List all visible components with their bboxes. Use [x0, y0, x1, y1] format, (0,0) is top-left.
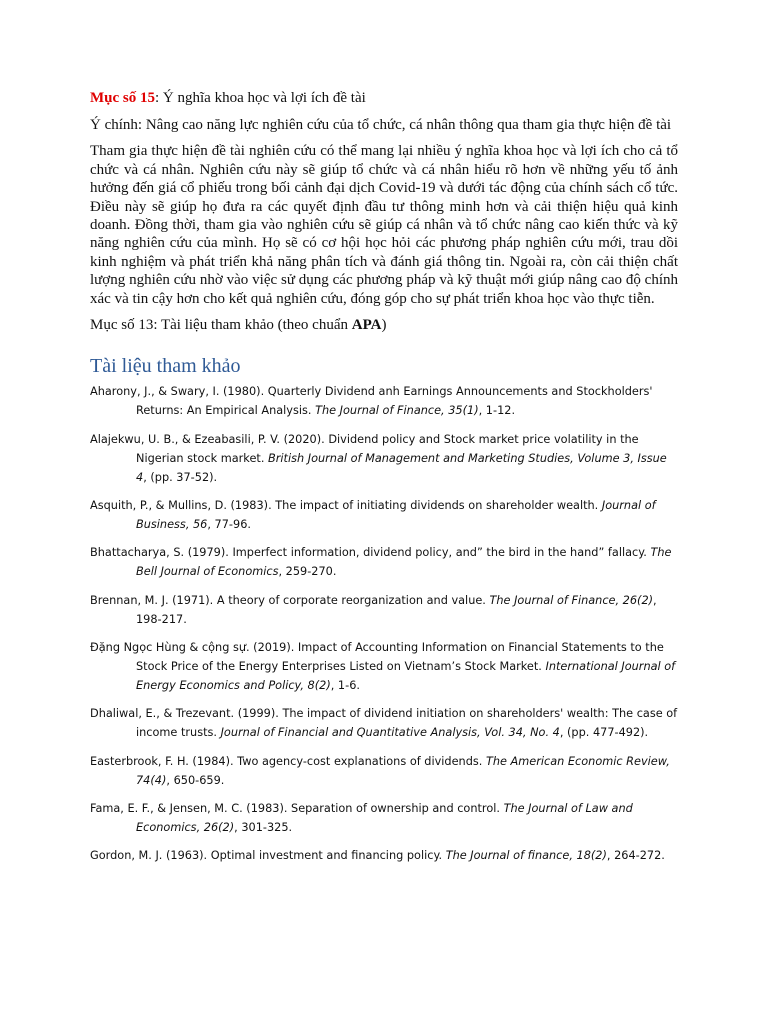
reference-item [90, 430, 678, 487]
reference-text: Gordon, M. J. (1963). Optimal investment and financing policy. [90, 849, 446, 863]
reference-text: Easterbrook, F. H. (1984). Two agency-cost explanations of dividends. [90, 754, 486, 768]
reference-pages: , (pp. 477-492). [559, 726, 649, 740]
reference-item [90, 382, 678, 420]
reference-text: Fama, E. F., & Jensen, M. C. (1983). Separation of ownership and control. [90, 801, 504, 815]
reference-pages: , 198-217. [136, 593, 657, 626]
reference-text: Bhattacharya, S. (1979). Imperfect information, dividend policy, and” the bird in the hand” fallacy. [90, 546, 651, 560]
section-13-close: ) [381, 317, 387, 334]
references-title: Tài liệu tham khảo [90, 355, 241, 378]
reference-text: Asquith, P., & Mullins, D. (1983). The impact of initiating dividends on shareholder wealth. [90, 499, 602, 513]
section-13-apa: APA [351, 317, 382, 334]
reference-item [90, 799, 678, 837]
reference-text: Dhaliwal, E., & Trezevant. (1999). The impact of dividend initiation on shareholders' wealth: The case of income trusts. [90, 707, 678, 740]
reference-journal: The Journal of Finance, 35(1) [315, 404, 479, 418]
reference-journal: The Journal of Finance, 26(2) [489, 593, 654, 607]
section-15-title: Ý nghĩa khoa học và lợi ích đề tài [159, 90, 366, 106]
reference-journal: The American Economic Review, 74(4) [136, 754, 670, 787]
reference-pages: , 77-96. [207, 518, 251, 532]
reference-journal: International Journal of Energy Economics and Policy, 8(2) [136, 659, 676, 692]
section-13-heading [90, 316, 678, 334]
reference-text: Brennan, M. J. (1971). A theory of corporate reorganization and value. [90, 593, 490, 607]
reference-journal: Journal of Financial and Quantitative Analysis, Vol. 34, No. 4 [220, 726, 560, 740]
reference-item [90, 846, 678, 865]
reference-pages: , (pp. 37-52). [143, 470, 218, 484]
reference-pages: , 1-12. [478, 404, 516, 418]
reference-journal: The Journal of finance, 18(2) [445, 849, 607, 863]
reference-text: Đặng Ngọc Hùng & cộng sự. (2019). Impact of Accounting Information on Financial Statements to the Stock Price of the Energy Enterprises Listed on Vietnam’s Stock Market. [90, 640, 664, 673]
section-15-label: Mục số 15 [90, 90, 155, 106]
reference-journal: Journal of Business, 56 [136, 499, 656, 532]
reference-journal: British Journal of Management and Marketing Studies, Volume 3, Issue 4 [136, 451, 667, 484]
section-15-separator: : [155, 90, 160, 106]
reference-item [90, 591, 678, 629]
reference-pages: , 259-270. [278, 565, 337, 579]
reference-pages: , 301-325. [234, 820, 293, 834]
reference-item [90, 638, 678, 695]
reference-list [90, 382, 678, 865]
reference-item [90, 704, 678, 742]
reference-item [90, 543, 678, 581]
reference-pages: , 650-659. [166, 773, 225, 787]
reference-text: Aharony, J., & Swary, I. (1980). Quarterly Dividend anh Earnings Announcements and Stockholders' Returns: An Empirical Analysis. [90, 385, 653, 418]
reference-item [90, 752, 678, 790]
main-idea: Ý chính: Nâng cao năng lực nghiên cứu của tổ chức, cá nhân thông qua tham gia thực hiện đề tài [90, 117, 672, 133]
section-13-text: Mục số 13: Tài liệu tham khảo (theo chuẩn [90, 317, 352, 334]
reference-item [90, 496, 678, 534]
reference-journal: The Journal of Law and Economics, 26(2) [136, 801, 633, 834]
reference-pages: , 1-6. [330, 678, 360, 692]
section-15-heading [90, 88, 678, 108]
reference-text: Alajekwu, U. B., & Ezeabasili, P. V. (2020). Dividend policy and Stock market price volatility in the Nigerian stock market. [90, 432, 639, 465]
body-paragraph: Tham gia thực hiện đề tài nghiên cứu có thể mang lại nhiều ý nghĩa khoa học và lợi ích cho cả tổ chức và cá nhân. Nghiên cứu này sẽ giúp tổ chức và cá nhân hiểu rõ hơn về những yếu tố ảnh hưởng đến giá cổ phiếu trong bối cảnh đại dịch Covid-19 và dưới tác động của chính sách cổ tức. Điều này sẽ giúp họ đưa ra các quyết định đầu tư thông minh hơn và cải thiện hiệu quả kinh doanh. Đồng thời, tham gia vào nghiên cứu sẽ giúp cá nhân và tổ chức nâng cao kiến thức và kỹ năng nghiên cứu của mình. Họ sẽ có cơ hội học hỏi các phương pháp nghiên cứu mới, trau dồi kinh nghiệm và phát triển khả năng phân tích và đánh giá thông tin. Ngoài ra, còn cải thiện chất lượng nghiên cứu nhờ vào việc sử dụng các phương pháp và kỹ thuật mới giúp nâng cao độ chính xác và tin cậy hơn cho kết quả nghiên cứu, đóng góp cho sự phát triển khoa học vào thực tiễn. [90, 143, 678, 307]
reference-pages: , 264-272. [606, 849, 665, 863]
reference-journal: The Bell Journal of Economics [136, 546, 672, 579]
